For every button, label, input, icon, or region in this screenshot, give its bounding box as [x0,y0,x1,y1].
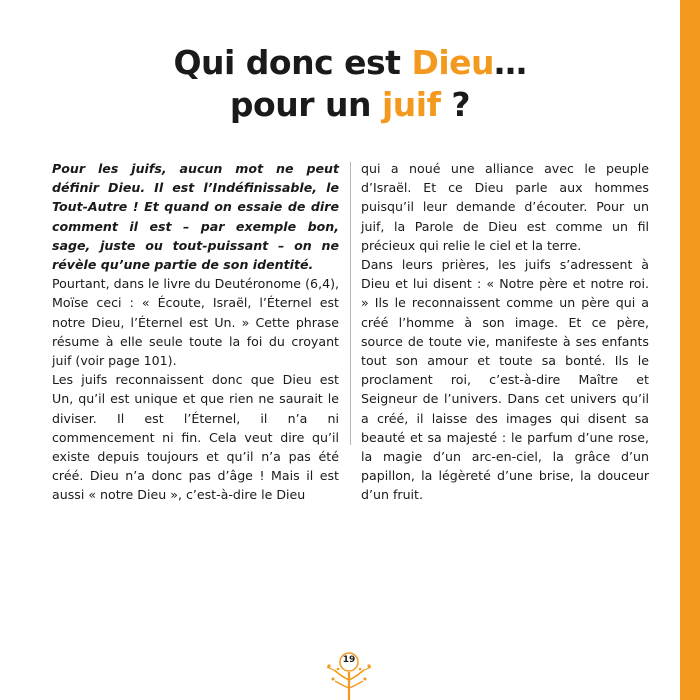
page-folio [320,650,378,700]
body-paragraph: Dans leurs prières, les juifs s’adressent à Dieu et lui disent : « Notre père et notre roi. » Ils le reconnaissent comme un père qui a créé l’homme à son image. Et ce père, source de toute vie, manifeste à ses enfants tout son amour et toute sa bonté. Ils le proclament roi, c’est-à-dire Maître et Seigneur de l’univers. Dans cet univers qu’il a créé, il laisse des images qui disent sa beauté et sa majesté : le parfum d’une rose, la magie d’un arc-en-ciel, la grâce d’un papillon, la légèreté d’une brise, la douceur d’un fruit. [361,257,649,503]
body-paragraph: Pourtant, dans le livre du Deutéronome (6,4), Moïse ceci : « Écoute, Israël, l’Éternel est notre Dieu, l’Éternel est Un. » Cette phrase résume à elle seule toute la foi du croyant juif (voir page 101). [52,276,339,369]
body-paragraph: Les juifs reconnaissent donc que Dieu est Un, qu’il est unique et que rien ne saurait le diviser. Il est l’Éternel, il n’a ni commencement ni fin. Cela veut dire qu’il existe depuis toujours et qu’il n’a pas été créé. Dieu n’a donc pas d’âge ! Mais il est aussi « notre Dieu », c’est-à-dire le Dieu [52,372,339,503]
title-line-2: pour un juif ? [229,85,471,124]
page-number: 19 [342,655,356,665]
title-accent-juif: juif [381,85,441,124]
body-paragraph: qui a noué une alliance avec le peuple d’Israël. Et ce Dieu parle aux hommes puisqu’il leur demande d’écouter. Pour un juif, la Parole de Dieu est comme un fil précieux qui relie le ciel et la terre. [361,161,649,253]
title-line-1: Qui donc est Dieu… [173,43,527,82]
left-column [52,159,339,505]
right-column [361,159,649,505]
column-divider [350,162,351,445]
lead-paragraph: Pour les juifs, aucun mot ne peut définir Dieu. Il est l’Indéfinissable, le Tout-Autre ! Et quand on essaie de dire comment il est – par exemple bon, sage, juste ou tout-puissant – on ne révèle qu’une partie de son identité. [52,161,339,273]
page-title [0,42,700,126]
title-accent-dieu: Dieu [411,43,495,82]
